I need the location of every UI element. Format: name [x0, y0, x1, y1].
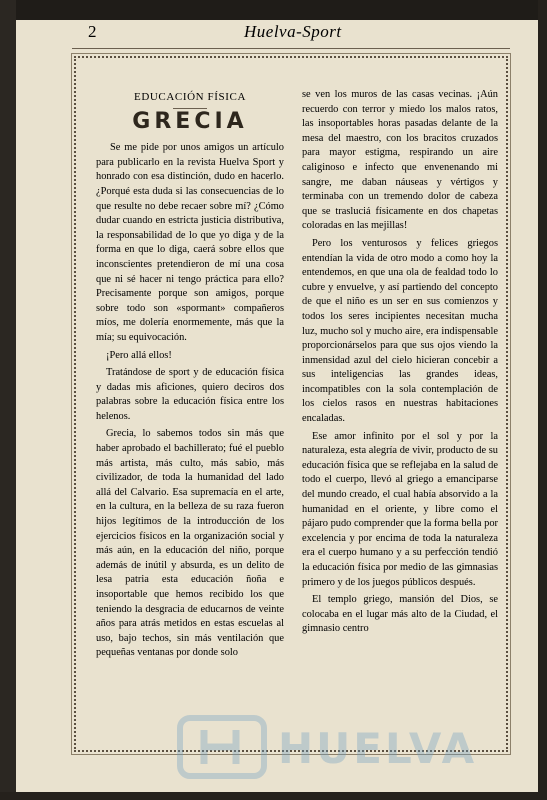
paragraph: Grecia, lo sabemos todos sin más que haber aprobado el bachillerato; fué el pueblo más artista, más culto, más sabio, más civilizador, de toda la humanidad del lado allá del Calvario. Esa supremacía en el arte, en la cultura, en la belleza de su raza fueron hijos legítimos de la introducción de los ejercicios físicos en la organización social y más aún, en la educación del niño, porque además de inútil y absurda, es un delito de lesa patria esta educación ñoña e insoportable que hemos recibido los que teniendo la desgracia de educarnos de veinte años para atrás metidos en estas escuelas al uso, bajo techos, sin más ventilación que pequeñas ventanas por donde solo	[96, 428, 284, 659]
paragraph: ¡Pero allá ellos!	[106, 349, 172, 361]
article-title: GRECIA	[132, 108, 248, 134]
book-binding	[0, 0, 16, 800]
page-edge-right	[538, 0, 547, 800]
article-column-left	[96, 88, 284, 664]
paragraph: Pero los venturosos y felices griegos entendían la vida de otro modo a como hoy la entendemos, en que una ola de fealdad todo lo cubre y envuelve, y así partiendo del concepto de que el niño es un ser en sus comienzos y todos los seres incipientes necesitan mucha luz, mucho sol y mucho aire, era indispensable proporcionárselos para que sus ojos viendo la inmensidad azul del cielo hicieran concebir a sus inteligencias las grandes ideas, incompatibles con la sola contemplación de los cielos rasos en nuestras habitaciones encaladas.	[302, 237, 498, 425]
paragraph: El templo griego, mansión del Dios, se colocaba en el lugar más alto de la Ciudad, el gimnasio centro	[302, 594, 498, 635]
page-number: 2	[88, 22, 97, 41]
paragraph: se ven los muros de las casas vecinas. ¡Aún recuerdo con terror y miedo los malos ratos, las insoportables horas pasadas delante de la mesa del maestro, con los bracitos cruzados para mayor estigma, respirando un aire caliginoso e infecto que envenenando mi sangre, me daban náuseas y vértigos y terminaba con un tremendo dolor de cabeza que se trasluciá físicamente en dos chapetas coloradas en las mejillas!	[302, 89, 498, 232]
running-header	[88, 22, 508, 44]
article-column-right	[302, 88, 498, 640]
paragraph: Tratándose de sport y de educación física y dadas mis aficiones, quiero deciros dos palabras sobre la educación física entre los helenos.	[96, 367, 284, 422]
section-heading: EDUCACIÓN FÍSICA	[134, 91, 246, 103]
page-edge-bottom	[0, 792, 547, 800]
header-rule	[72, 48, 510, 49]
library-watermark	[174, 712, 478, 782]
paragraph: Ese amor infinito por el sol y por la naturaleza, esta alegría de vivir, producto de su educación física que se reflejaba en la salud de todo el cuerpo, llevó al griego a emanciparse del mundo creado, el cual había absorvido a la humanidad en el oriente, y libre como el pájaro pudo comprender que la forma bella por excelencia y por encima de toda la naturaleza era el cuerpo humano y a su perfección tendió la educación física por medio de las gimnasias primero y de los juegos públicos después.	[302, 430, 498, 588]
journal-title: Huelva-Sport	[244, 22, 342, 41]
paragraph: Se me pide por unos amigos un artículo para publicarlo en la revista Huelva Sport y honrado con esa distinción, dudo en hacerlo. ¿Porqué esta duda si las consecuencias de lo que resulte no debe recaer sobre mí? ¿Cómo dudar cuando en estricta justicia distributiva, la responsabilidad de lo que yo diga y de la forma en que lo diga, caerá sobre ellos que inconscientes pretendieron de mí una cosa que ni sé hacer ni tengo práctica para ello? Precisamente porque son amigos, porque sobre todo son «spormant» compañeros míos, me dolería enormemente, más que la mía; su equivocación.	[96, 142, 284, 343]
watermark-logo-icon	[174, 712, 270, 782]
watermark-text: HUELVA	[278, 724, 478, 773]
